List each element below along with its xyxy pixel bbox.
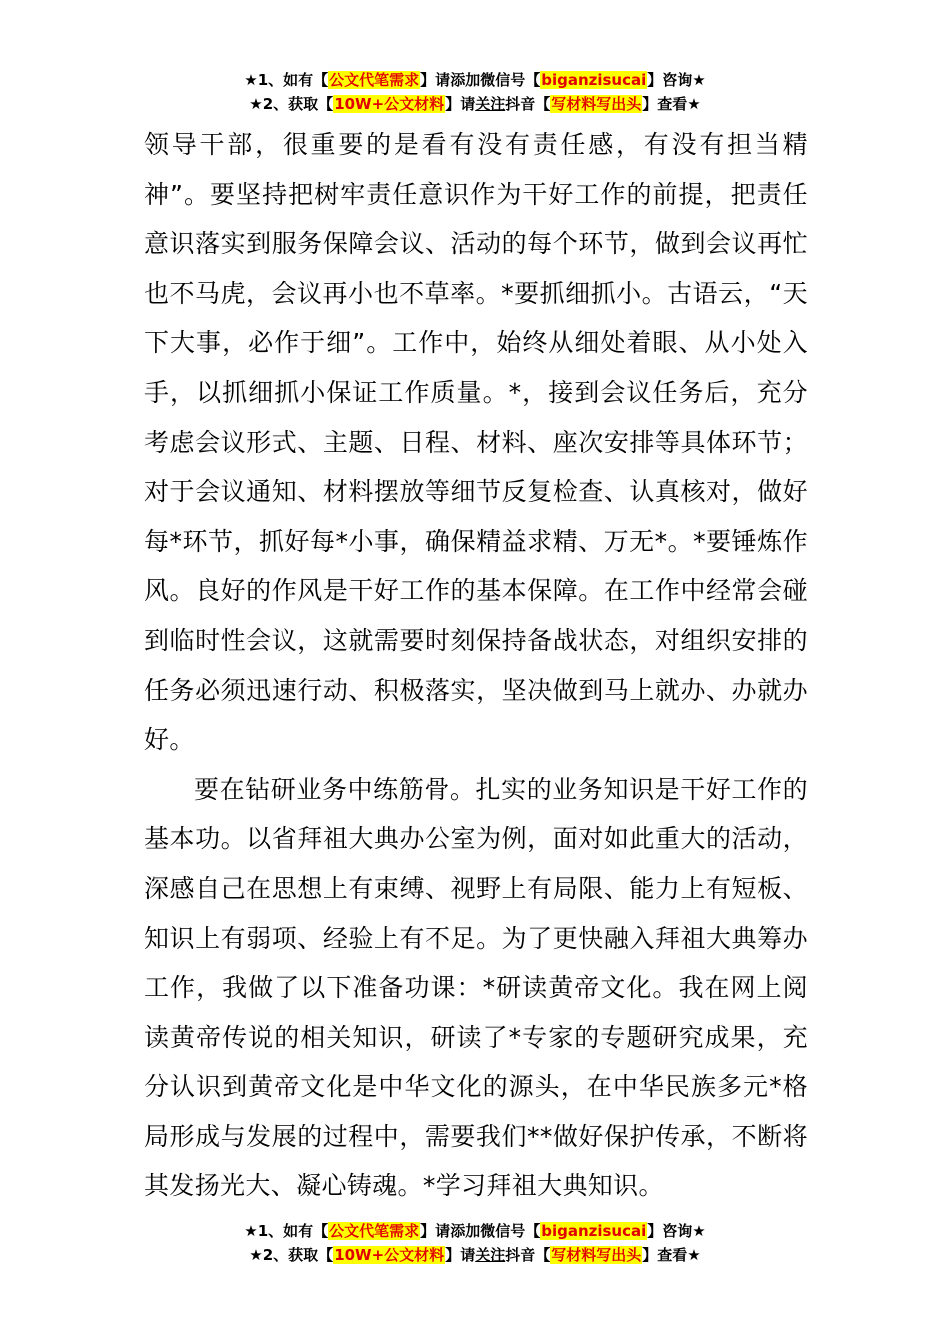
footer-highlight-service: 公文代笔需求: [329, 1222, 420, 1240]
paragraph-2: 要在钻研业务中练筋骨。扎实的业务知识是干好工作的基本功。以省拜祖大典办公室为例，面对如此重大的活动，深感自己在思想上有束缚、视野上有局限、能力上有短板、知识上有弱项、经验上有不足。为了更快融入拜祖大典筹办工作，我做了以下准备功课：*研读黄帝文化。我在网上阅读黄帝传说的相关知识，研读了*专家的专题研究成果，充分认识到黄帝文化是中华文化的源头，在中华民族多元*格局形成与发展的过程中，需要我们**做好保护传承，不断将其发扬光大、凝心铸魂。*学习拜祖大典知识。: [144, 774, 808, 1201]
highlight-materials: 10W+公文材料: [334, 95, 445, 113]
footer-highlight-wechat-id: biganzisucai: [541, 1222, 647, 1240]
highlight-wechat-id: biganzisucai: [541, 71, 647, 89]
banner-line-1: ★1、如有【公文代笔需求】请添加微信号【biganzisucai】咨询★: [244, 71, 706, 89]
footer-highlight-materials: 10W+公文材料: [334, 1246, 445, 1264]
document-body: [144, 120, 808, 1211]
banner-line-2: ★2、获取【10W+公文材料】请关注抖音【写材料写出头】查看★: [249, 95, 701, 113]
highlight-service: 公文代笔需求: [329, 71, 420, 89]
header-banner: [0, 68, 950, 116]
paragraph-1: 领导干部，很重要的是看有没有责任感，有没有担当精神”。要坚持把树牢责任意识作为干好工作的前提，把责任意识落实到服务保障会议、活动的每个环节，做到会议再忙也不马虎，会议再小也不草率。*要抓细抓小。古语云，“天下大事，必作于细”。工作中，始终从细处着眼、从小处入手，以抓细抓小保证工作质量。*，接到会议任务后，充分考虑会议形式、主题、日程、材料、座次安排等具体环节；对于会议通知、材料摆放等细节反复检查、认真核对，做好每*环节，抓好每*小事，确保精益求精、万无*。*要锤炼作风。良好的作风是干好工作的基本保障。在工作中经常会碰到临时性会议，这就需要时刻保持备战状态，对组织安排的任务必须迅速行动、积极落实，坚决做到马上就办、办就办好。: [144, 130, 808, 755]
highlight-douyin-account: 写材料写出头: [551, 95, 642, 113]
footer-banner: [0, 1219, 950, 1267]
footer-line-2: ★2、获取【10W+公文材料】请关注抖音【写材料写出头】查看★: [249, 1246, 701, 1264]
footer-line-1: ★1、如有【公文代笔需求】请添加微信号【biganzisucai】咨询★: [244, 1222, 706, 1240]
footer-highlight-douyin-account: 写材料写出头: [551, 1246, 642, 1264]
